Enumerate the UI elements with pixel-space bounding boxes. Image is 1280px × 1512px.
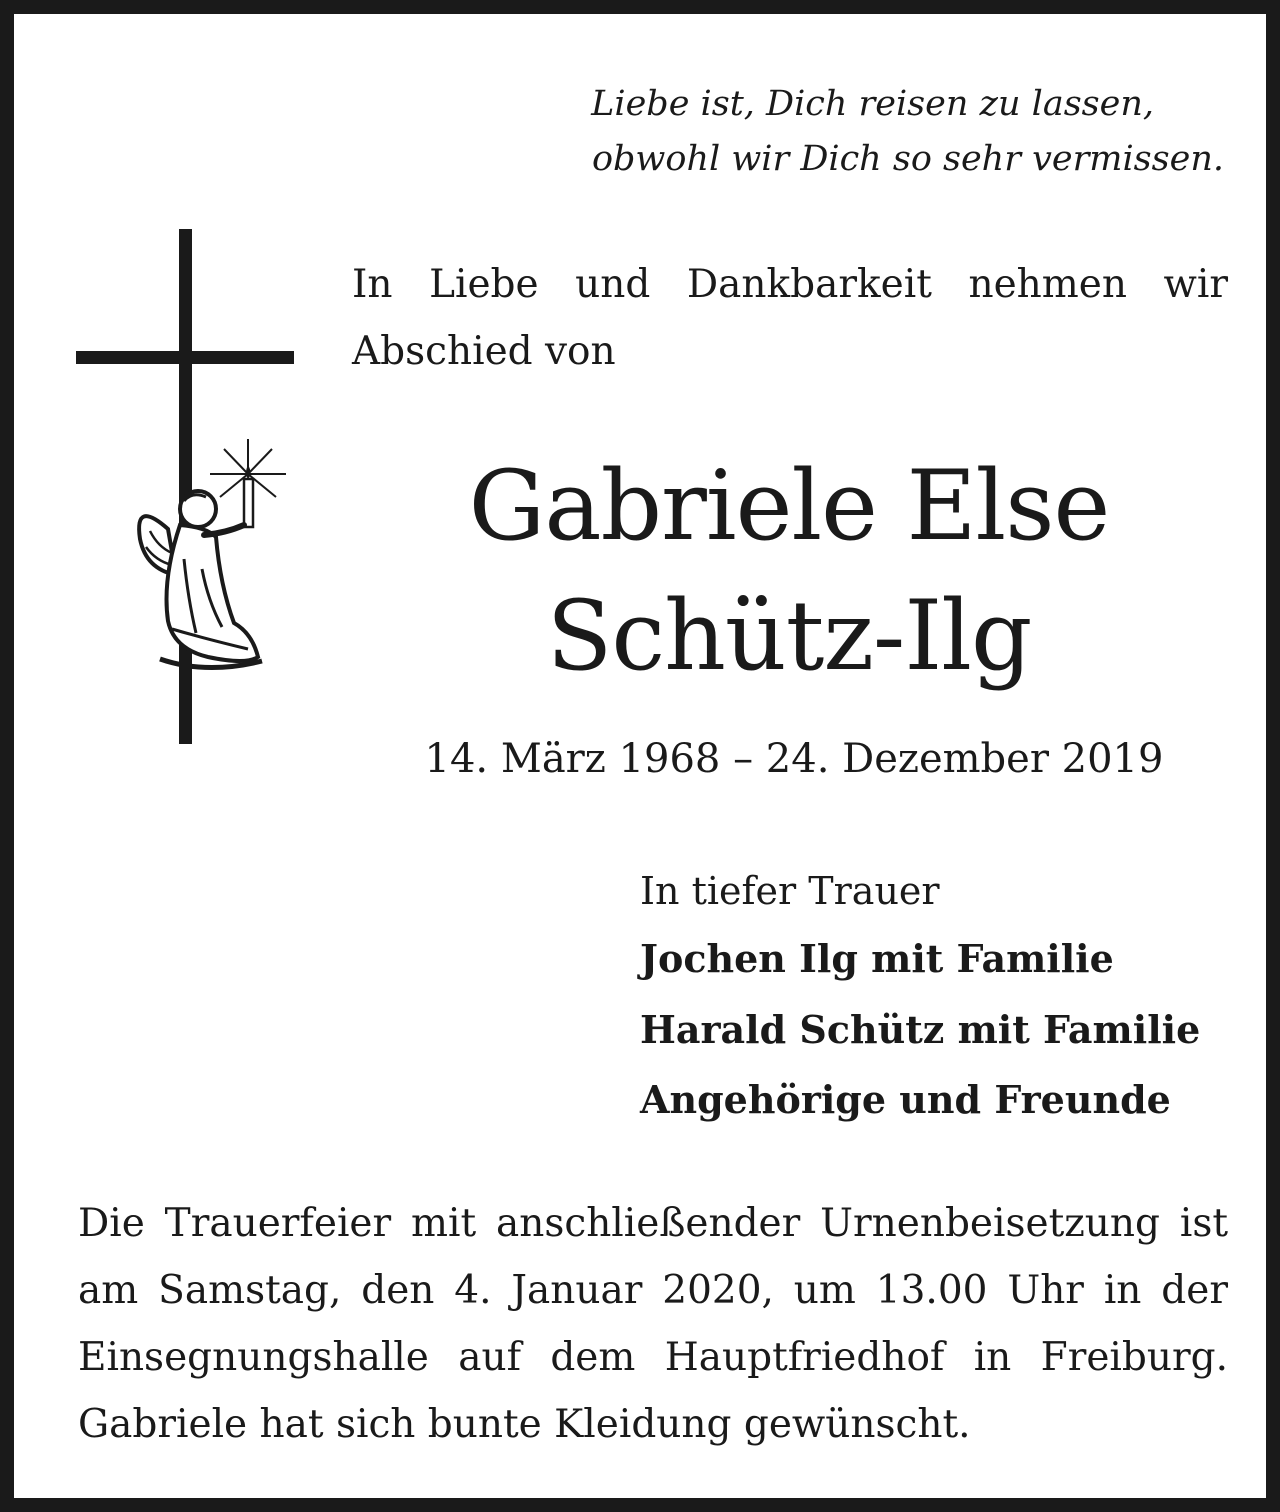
mourners-heading: In tiefer Trauer — [640, 869, 940, 913]
service-notice-line-3: Einsegnungshalle auf dem Hauptfriedhof in Freiburg. — [78, 1335, 1228, 1380]
service-notice-line-4: Gabriele hat sich bunte Kleidung gewünscht. — [78, 1402, 971, 1447]
quote-line-2: obwohl wir Dich so sehr vermissen. — [591, 139, 1224, 179]
life-dates: 14. März 1968 – 24. Dezember 2019 — [424, 736, 1164, 782]
mourner-name: Harald Schütz mit Familie — [640, 1007, 1201, 1052]
intro-line-1: In Liebe und Dankbarkeit nehmen wir — [352, 262, 1228, 307]
cross-with-angel-icon — [76, 229, 296, 749]
mourner-name: Angehörige und Freunde — [640, 1077, 1171, 1122]
mourner-name: Jochen Ilg mit Familie — [640, 936, 1114, 981]
deceased-name-line-1: Gabriele Else — [468, 450, 1110, 562]
service-notice-line-1: Die Trauerfeier mit anschließender Urnenbeisetzung ist — [78, 1201, 1228, 1246]
service-notice-line-2: am Samstag, den 4. Januar 2020, um 13.00 Uhr in der — [78, 1268, 1228, 1313]
intro-line-2: Abschied von — [352, 329, 616, 374]
quote-line-1: Liebe ist, Dich reisen zu lassen, — [591, 84, 1154, 124]
deceased-name-line-2: Schütz-Ilg — [546, 580, 1032, 692]
